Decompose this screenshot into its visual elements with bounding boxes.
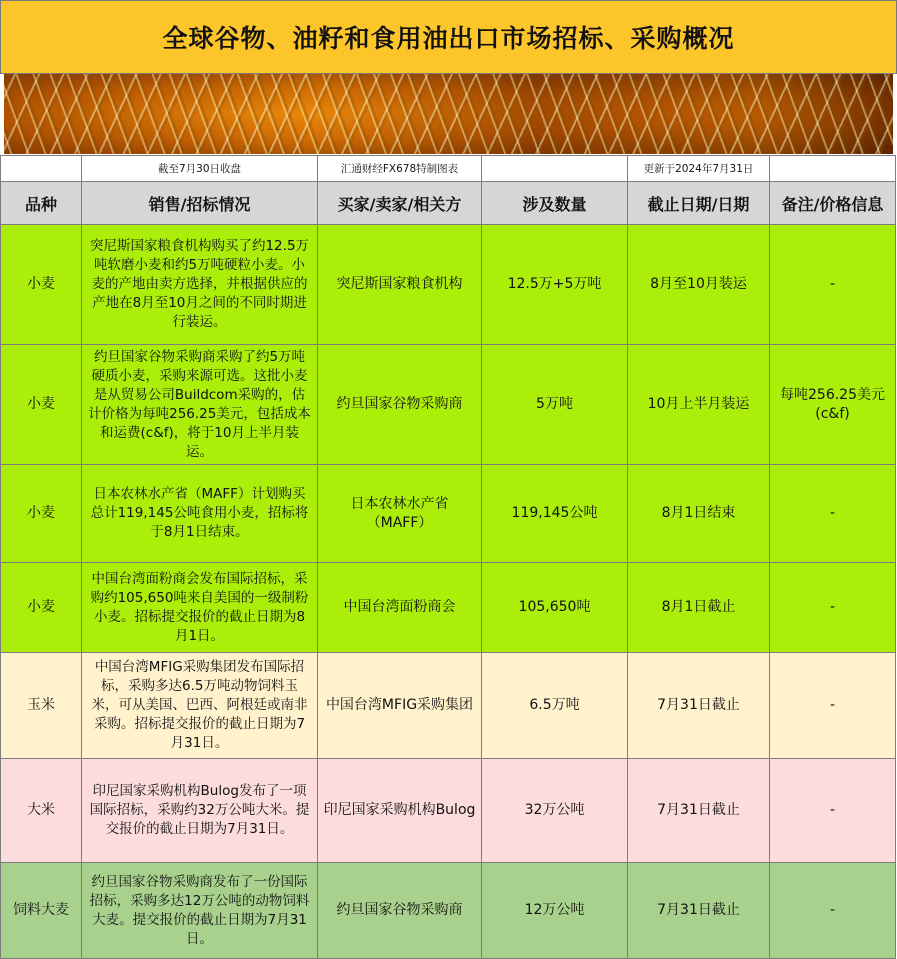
party-cell: 突尼斯国家粮食机构	[318, 225, 482, 345]
meta-close-date: 截至7月30日收盘	[82, 156, 318, 182]
table-row	[1, 345, 896, 465]
party-cell: 中国台湾面粉商会	[318, 563, 482, 653]
meta-updated: 更新于2024年7月31日	[628, 156, 770, 182]
header-variety: 品种	[1, 182, 82, 225]
date-cell: 10月上半月装运	[628, 345, 770, 465]
wheat-banner-image	[4, 74, 893, 154]
quantity-cell: 119,145公吨	[482, 465, 628, 563]
table-row	[1, 563, 896, 653]
variety-cell: 小麦	[1, 345, 82, 465]
variety-cell: 小麦	[1, 225, 82, 345]
meta-source: 汇通财经FX678特制图表	[318, 156, 482, 182]
variety-cell: 小麦	[1, 465, 82, 563]
description-cell: 日本农林水产省（MAFF）计划购买总计119,145公吨食用小麦，招标将于8月1日结束。	[82, 465, 318, 563]
description-cell: 印尼国家采购机构Bulog发布了一项国际招标，采购约32万公吨大米。提交报价的截止日期为7月31日。	[82, 759, 318, 863]
meta-row	[1, 156, 896, 182]
note-cell: -	[770, 563, 896, 653]
variety-cell: 饲料大麦	[1, 863, 82, 959]
meta-cell	[770, 156, 896, 182]
header-sales: 销售/招标情况	[82, 182, 318, 225]
date-cell: 7月31日截止	[628, 863, 770, 959]
note-cell: -	[770, 653, 896, 759]
date-cell: 7月31日截止	[628, 653, 770, 759]
quantity-cell: 12.5万+5万吨	[482, 225, 628, 345]
date-cell: 8月至10月装运	[628, 225, 770, 345]
note-cell: -	[770, 759, 896, 863]
quantity-cell: 12万公吨	[482, 863, 628, 959]
note-cell: -	[770, 225, 896, 345]
date-cell: 7月31日截止	[628, 759, 770, 863]
header-party: 买家/卖家/相关方	[318, 182, 482, 225]
party-cell: 约旦国家谷物采购商	[318, 345, 482, 465]
header-deadline: 截止日期/日期	[628, 182, 770, 225]
party-cell: 中国台湾MFIG采购集团	[318, 653, 482, 759]
quantity-cell: 5万吨	[482, 345, 628, 465]
variety-cell: 大米	[1, 759, 82, 863]
table-row	[1, 465, 896, 563]
variety-cell: 玉米	[1, 653, 82, 759]
party-cell: 约旦国家谷物采购商	[318, 863, 482, 959]
table-row	[1, 653, 896, 759]
table-row	[1, 225, 896, 345]
description-cell: 约旦国家谷物采购商发布了一份国际招标，采购多达12万公吨的动物饲料大麦。提交报价的截止日期为7月31日。	[82, 863, 318, 959]
variety-cell: 小麦	[1, 563, 82, 653]
quantity-cell: 32万公吨	[482, 759, 628, 863]
party-cell: 日本农林水产省（MAFF）	[318, 465, 482, 563]
quantity-cell: 6.5万吨	[482, 653, 628, 759]
header-notes: 备注/价格信息	[770, 182, 896, 225]
table-row	[1, 863, 896, 959]
note-cell: 每吨256.25美元(c&f)	[770, 345, 896, 465]
description-cell: 中国台湾面粉商会发布国际招标，采购约105,650吨来自美国的一级制粉小麦。招标提交报价的截止日期为8月1日。	[82, 563, 318, 653]
table-row	[1, 759, 896, 863]
date-cell: 8月1日结束	[628, 465, 770, 563]
note-cell: -	[770, 863, 896, 959]
description-cell: 中国台湾MFIG采购集团发布国际招标，采购多达6.5万吨动物饲料玉米，可从美国、巴西、阿根廷或南非采购。招标提交报价的截止日期为7月31日。	[82, 653, 318, 759]
quantity-cell: 105,650吨	[482, 563, 628, 653]
page-title: 全球谷物、油籽和食用油出口市场招标、采购概况	[0, 0, 897, 74]
tender-table	[0, 155, 896, 959]
meta-cell	[482, 156, 628, 182]
description-cell: 约旦国家谷物采购商采购了约5万吨硬质小麦，采购来源可选。这批小麦是从贸易公司Buildcom采购的，估计价格为每吨256.25美元，包括成本和运费(c&f)，将于10月上半月装运。	[82, 345, 318, 465]
party-cell: 印尼国家采购机构Bulog	[318, 759, 482, 863]
description-cell: 突尼斯国家粮食机构购买了约12.5万吨软磨小麦和约5万吨硬粒小麦。小麦的产地由卖方选择，并根据供应的产地在8月至10月之间的不同时期进行装运。	[82, 225, 318, 345]
header-row	[1, 182, 896, 225]
meta-cell	[1, 156, 82, 182]
note-cell: -	[770, 465, 896, 563]
date-cell: 8月1日截止	[628, 563, 770, 653]
header-quantity: 涉及数量	[482, 182, 628, 225]
